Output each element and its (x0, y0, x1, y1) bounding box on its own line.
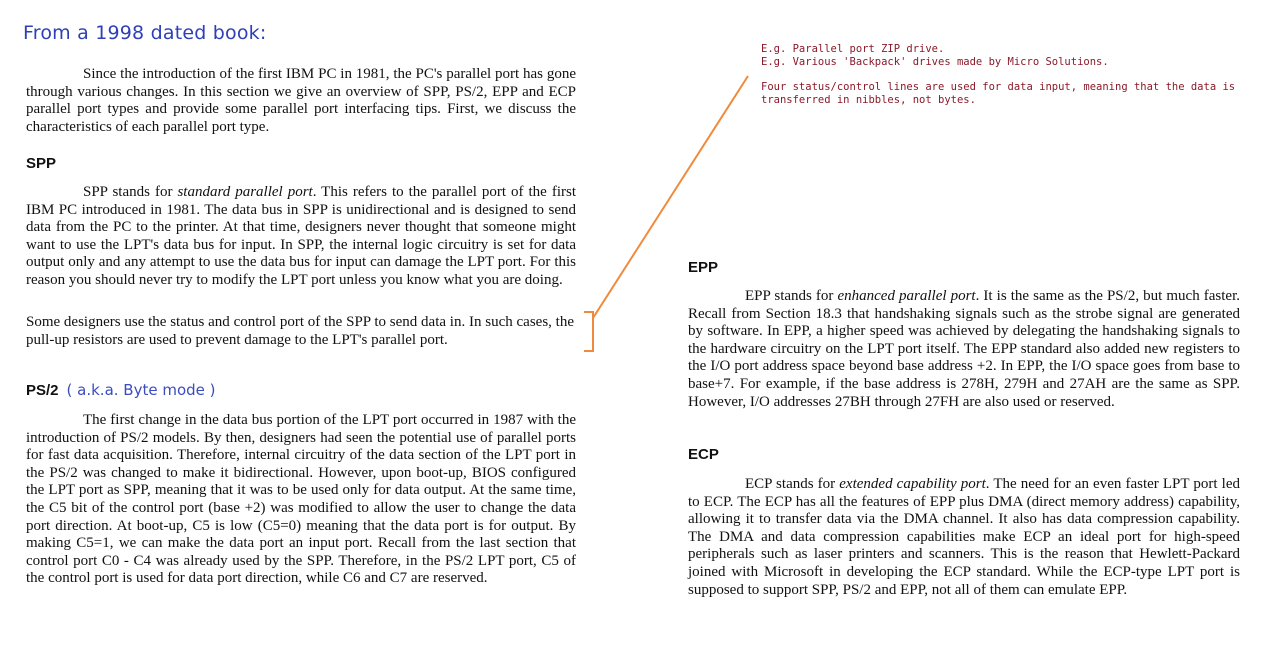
ps2-aka-note: ( a.k.a. Byte mode ) (66, 381, 216, 399)
spp-paragraph-2: Some designers use the status and control port of the SPP to send data in. In such cases, the pull-up resistors are used to prevent damage to the LPT's parallel port. (26, 314, 574, 348)
spp-heading: SPP (26, 155, 57, 172)
annotation-bracket (584, 312, 593, 351)
ecp-italic: extended capability port (839, 476, 986, 492)
epp-paragraph (688, 288, 1240, 411)
note-line-1: E.g. Parallel port ZIP drive. (761, 43, 945, 55)
ecp-heading: ECP (688, 446, 719, 463)
epp-heading: EPP (688, 259, 719, 276)
ps2-heading (26, 381, 216, 399)
spp-paragraph (26, 184, 576, 290)
page-title: From a 1998 dated book: (23, 22, 267, 44)
epp-italic: enhanced parallel port (837, 288, 976, 304)
note-line-2: E.g. Various 'Backpack' drives made by Micro Solutions. (761, 56, 1109, 68)
epp-lead: EPP stands for (745, 288, 838, 304)
annotation-line (593, 76, 748, 318)
note-line-4: transferred in nibbles, not bytes. (761, 94, 976, 106)
ecp-body: . The need for an even faster LPT port led to ECP. The ECP has all the features of EPP plus DMA (direct memory address) capability, allowing it to transfer data via the DMA channel. It also has data compression capability. The DMA and data compression capabilities make ECP an ideal port for high-speed peripherals such as laser printers and scanners. This is the reason that Hewlett-Packard joined with Microsoft in developing the ECP standard. While the ECP-type LPT port is supposed to support SPP, PS/2 and EPP, not all of them can emulate EPP. (688, 476, 1240, 598)
spp-body: . This refers to the parallel port of the first IBM PC introduced in 1981. The data bus in SPP is unidirectional and is designed to send data from the PC to the printer. At that time, designers never thought that someone might want to use the LPT's data bus for input. In SPP, the internal logic circuitry is set for data output only and any attempt to use the data bus for input can damage the LPT port. For this reason you should never try to modify the LPT port unless you know what you are doing. (26, 184, 576, 288)
intro-paragraph (26, 66, 576, 136)
ps2-paragraph (26, 412, 576, 588)
intro-text: Since the introduction of the first IBM PC in 1981, the PC's parallel port has gone through various changes. In this section we give an overview of SPP, PS/2, EPP and ECP parallel port types and provide some parallel port interfacing tips. First, we discuss the characteristics of each parallel port type. (26, 66, 576, 135)
ps2-body: The first change in the data bus portion of the LPT port occurred in 1987 with the introduction of PS/2 models. By then, designers had seen the potential use of parallel ports for fast data acquisition. Therefore, internal circuitry of the data section of the LPT port in the PS/2 was changed to make it bidirectional. However, upon boot-up, BIOS configured the LPT port as SPP, meaning that it was to be used only for data output. At the same time, the C5 bit of the control port (base +2) was modified to allow the user to change the data port direction. At boot-up, C5 is low (C5=0) meaning that the data port is for output. By making C5=1, we can make the data port an input port. Recall from the last section that control port C0 - C4 was already used by the SPP. Therefore, in the PS/2 LPT port, C5 of the control port is used for data port direction, while C6 and C7 are reserved. (26, 412, 576, 587)
ecp-lead: ECP stands for (745, 476, 840, 492)
ps2-heading-text: PS/2 (26, 382, 59, 399)
spp-lead: SPP stands for (83, 184, 178, 200)
note-line-3: Four status/control lines are used for data input, meaning that the data is (761, 81, 1236, 93)
spp-italic: standard parallel port (177, 184, 313, 200)
epp-body: . It is the same as the PS/2, but much faster. Recall from Section 18.3 that handshaking signals such as the strobe signal are generated by software. In EPP, a higher speed was achieved by delegating the handshaking signals to the hardware circuitry on the LPT port itself. The EPP standard also added new registers to the I/O port address space beyond base address +2. In EPP, the I/O space goes from base to base+7. For example, if the base address is 278H, 279H and 27AH are the same as SPP. However, I/O addresses 27BH through 27FH are also used or reserved. (688, 288, 1240, 410)
ecp-paragraph (688, 476, 1240, 599)
